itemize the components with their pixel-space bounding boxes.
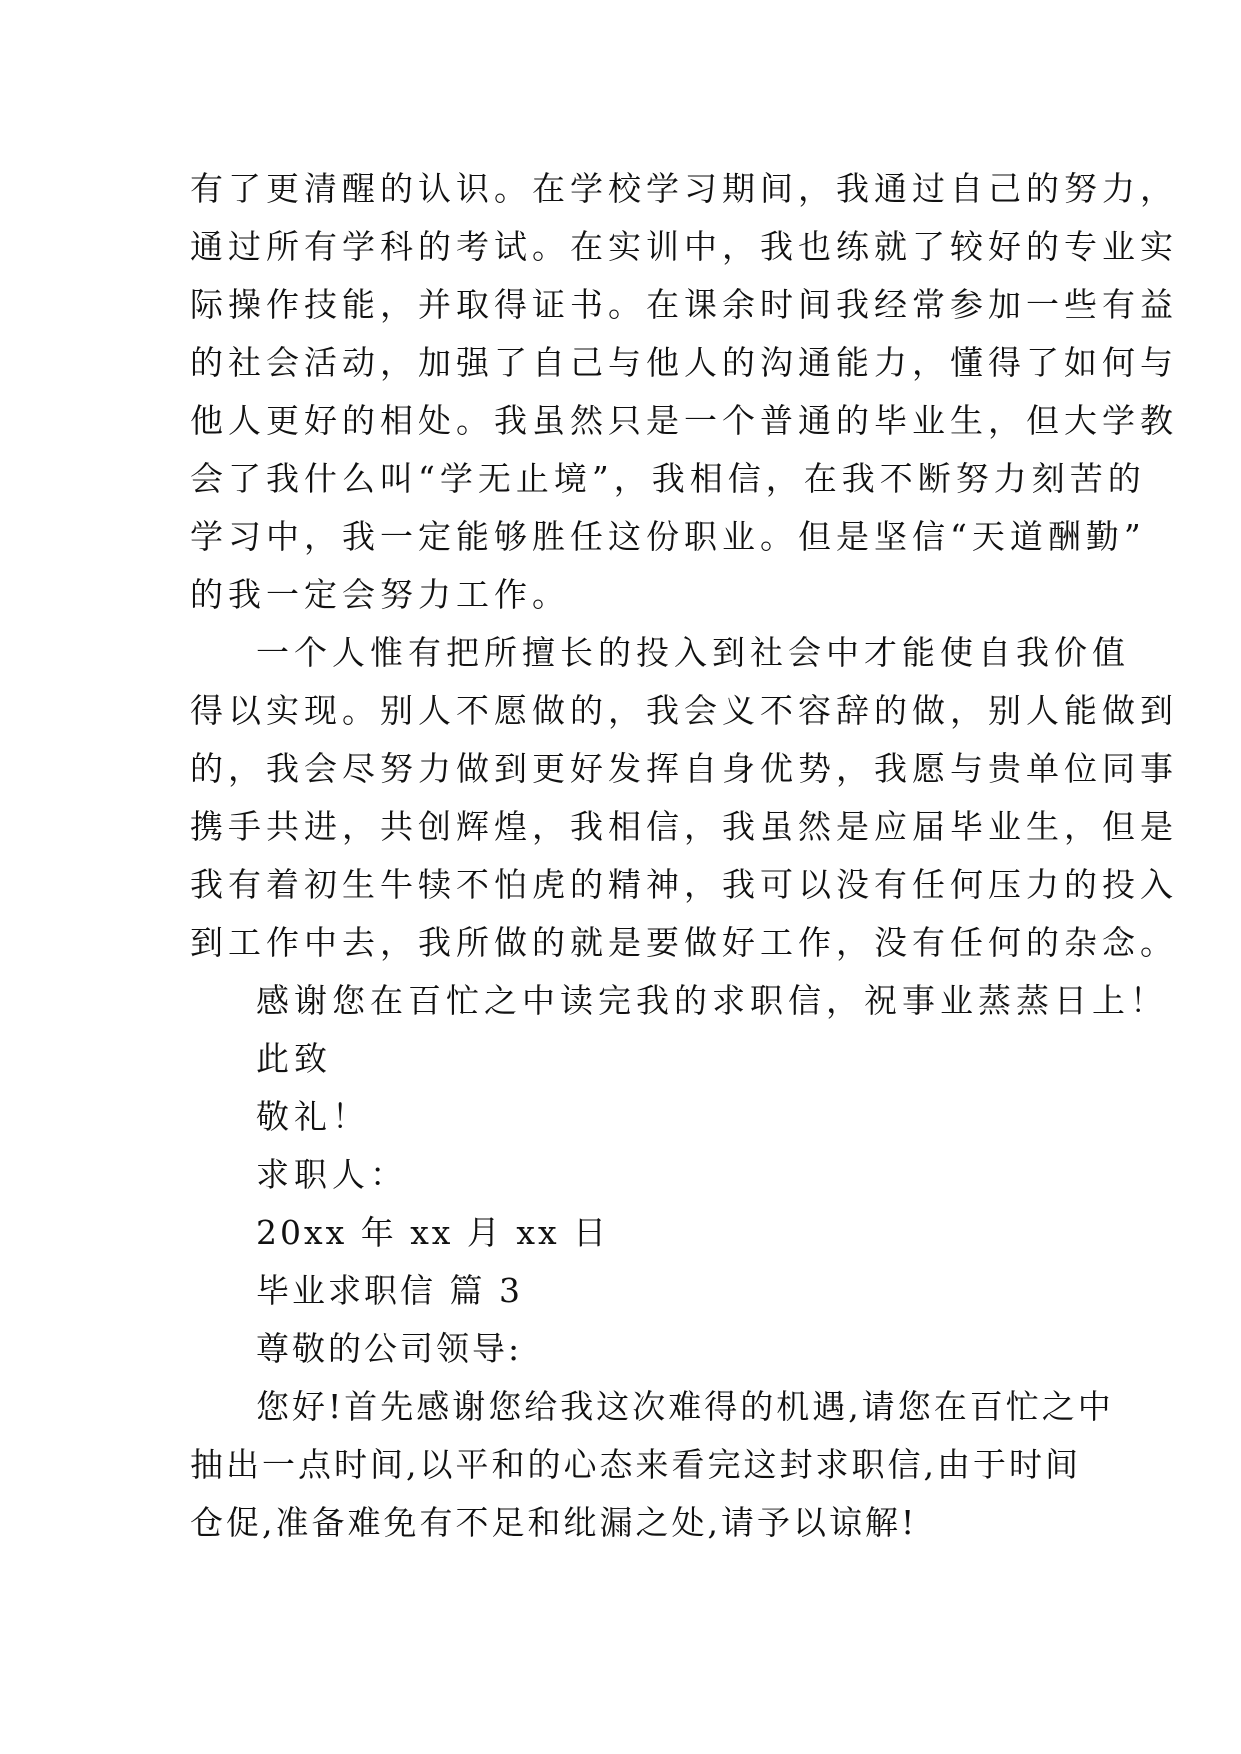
paragraph-line: 的我一定会努力工作。 bbox=[190, 575, 570, 614]
paragraph-line: 您好!首先感谢您给我这次难得的机遇,请您在百忙之中 bbox=[256, 1387, 1114, 1426]
closing-line: 感谢您在百忙之中读完我的求职信，祝事业蒸蒸日上！ bbox=[256, 981, 1168, 1020]
paragraph-line: 有了更清醒的认识。在学校学习期间，我通过自己的努力， bbox=[190, 169, 1178, 208]
paragraph-line: 他人更好的相处。我虽然只是一个普通的毕业生，但大学教 bbox=[190, 401, 1178, 440]
document-body bbox=[190, 160, 1178, 1552]
paragraph-line: 仓促,准备难免有不足和纰漏之处,请予以谅解! bbox=[190, 1503, 918, 1542]
paragraph-line: 会了我什么叫“学无止境”，我相信，在我不断努力刻苦的 bbox=[190, 459, 1146, 498]
paragraph-line: 的社会活动，加强了自己与他人的沟通能力，懂得了如何与 bbox=[190, 343, 1178, 382]
salutation-jingli: 敬礼！ bbox=[256, 1097, 370, 1136]
paragraph-line: 际操作技能，并取得证书。在课余时间我经常参加一些有益 bbox=[190, 285, 1178, 324]
paragraph-line: 携手共进，共创辉煌，我相信，我虽然是应届毕业生，但是 bbox=[190, 807, 1178, 846]
section-title: 毕业求职信 篇 3 bbox=[256, 1271, 523, 1310]
applicant-label: 求职人： bbox=[256, 1155, 408, 1194]
paragraph-line: 的，我会尽努力做到更好发挥自身优势，我愿与贵单位同事 bbox=[190, 749, 1178, 788]
paragraph-line: 到工作中去，我所做的就是要做好工作，没有任何的杂念。 bbox=[190, 923, 1178, 962]
paragraph-line: 一个人惟有把所擅长的投入到社会中才能使自我价值 bbox=[256, 633, 1130, 672]
salutation-cizhi: 此致 bbox=[256, 1039, 332, 1078]
paragraph-line: 学习中，我一定能够胜任这份职业。但是坚信“天道酬勤” bbox=[190, 517, 1146, 556]
paragraph-line: 得以实现。别人不愿做的，我会义不容辞的做，别人能做到 bbox=[190, 691, 1178, 730]
date-line: 20xx 年 xx 月 xx 日 bbox=[256, 1213, 610, 1252]
greeting-line: 尊敬的公司领导: bbox=[256, 1329, 523, 1368]
paragraph-line: 我有着初生牛犊不怕虎的精神，我可以没有任何压力的投入 bbox=[190, 865, 1178, 904]
paragraph-line: 通过所有学科的考试。在实训中，我也练就了较好的专业实 bbox=[190, 227, 1178, 266]
paragraph-line: 抽出一点时间,以平和的心态来看完这封求职信,由于时间 bbox=[190, 1445, 1081, 1484]
